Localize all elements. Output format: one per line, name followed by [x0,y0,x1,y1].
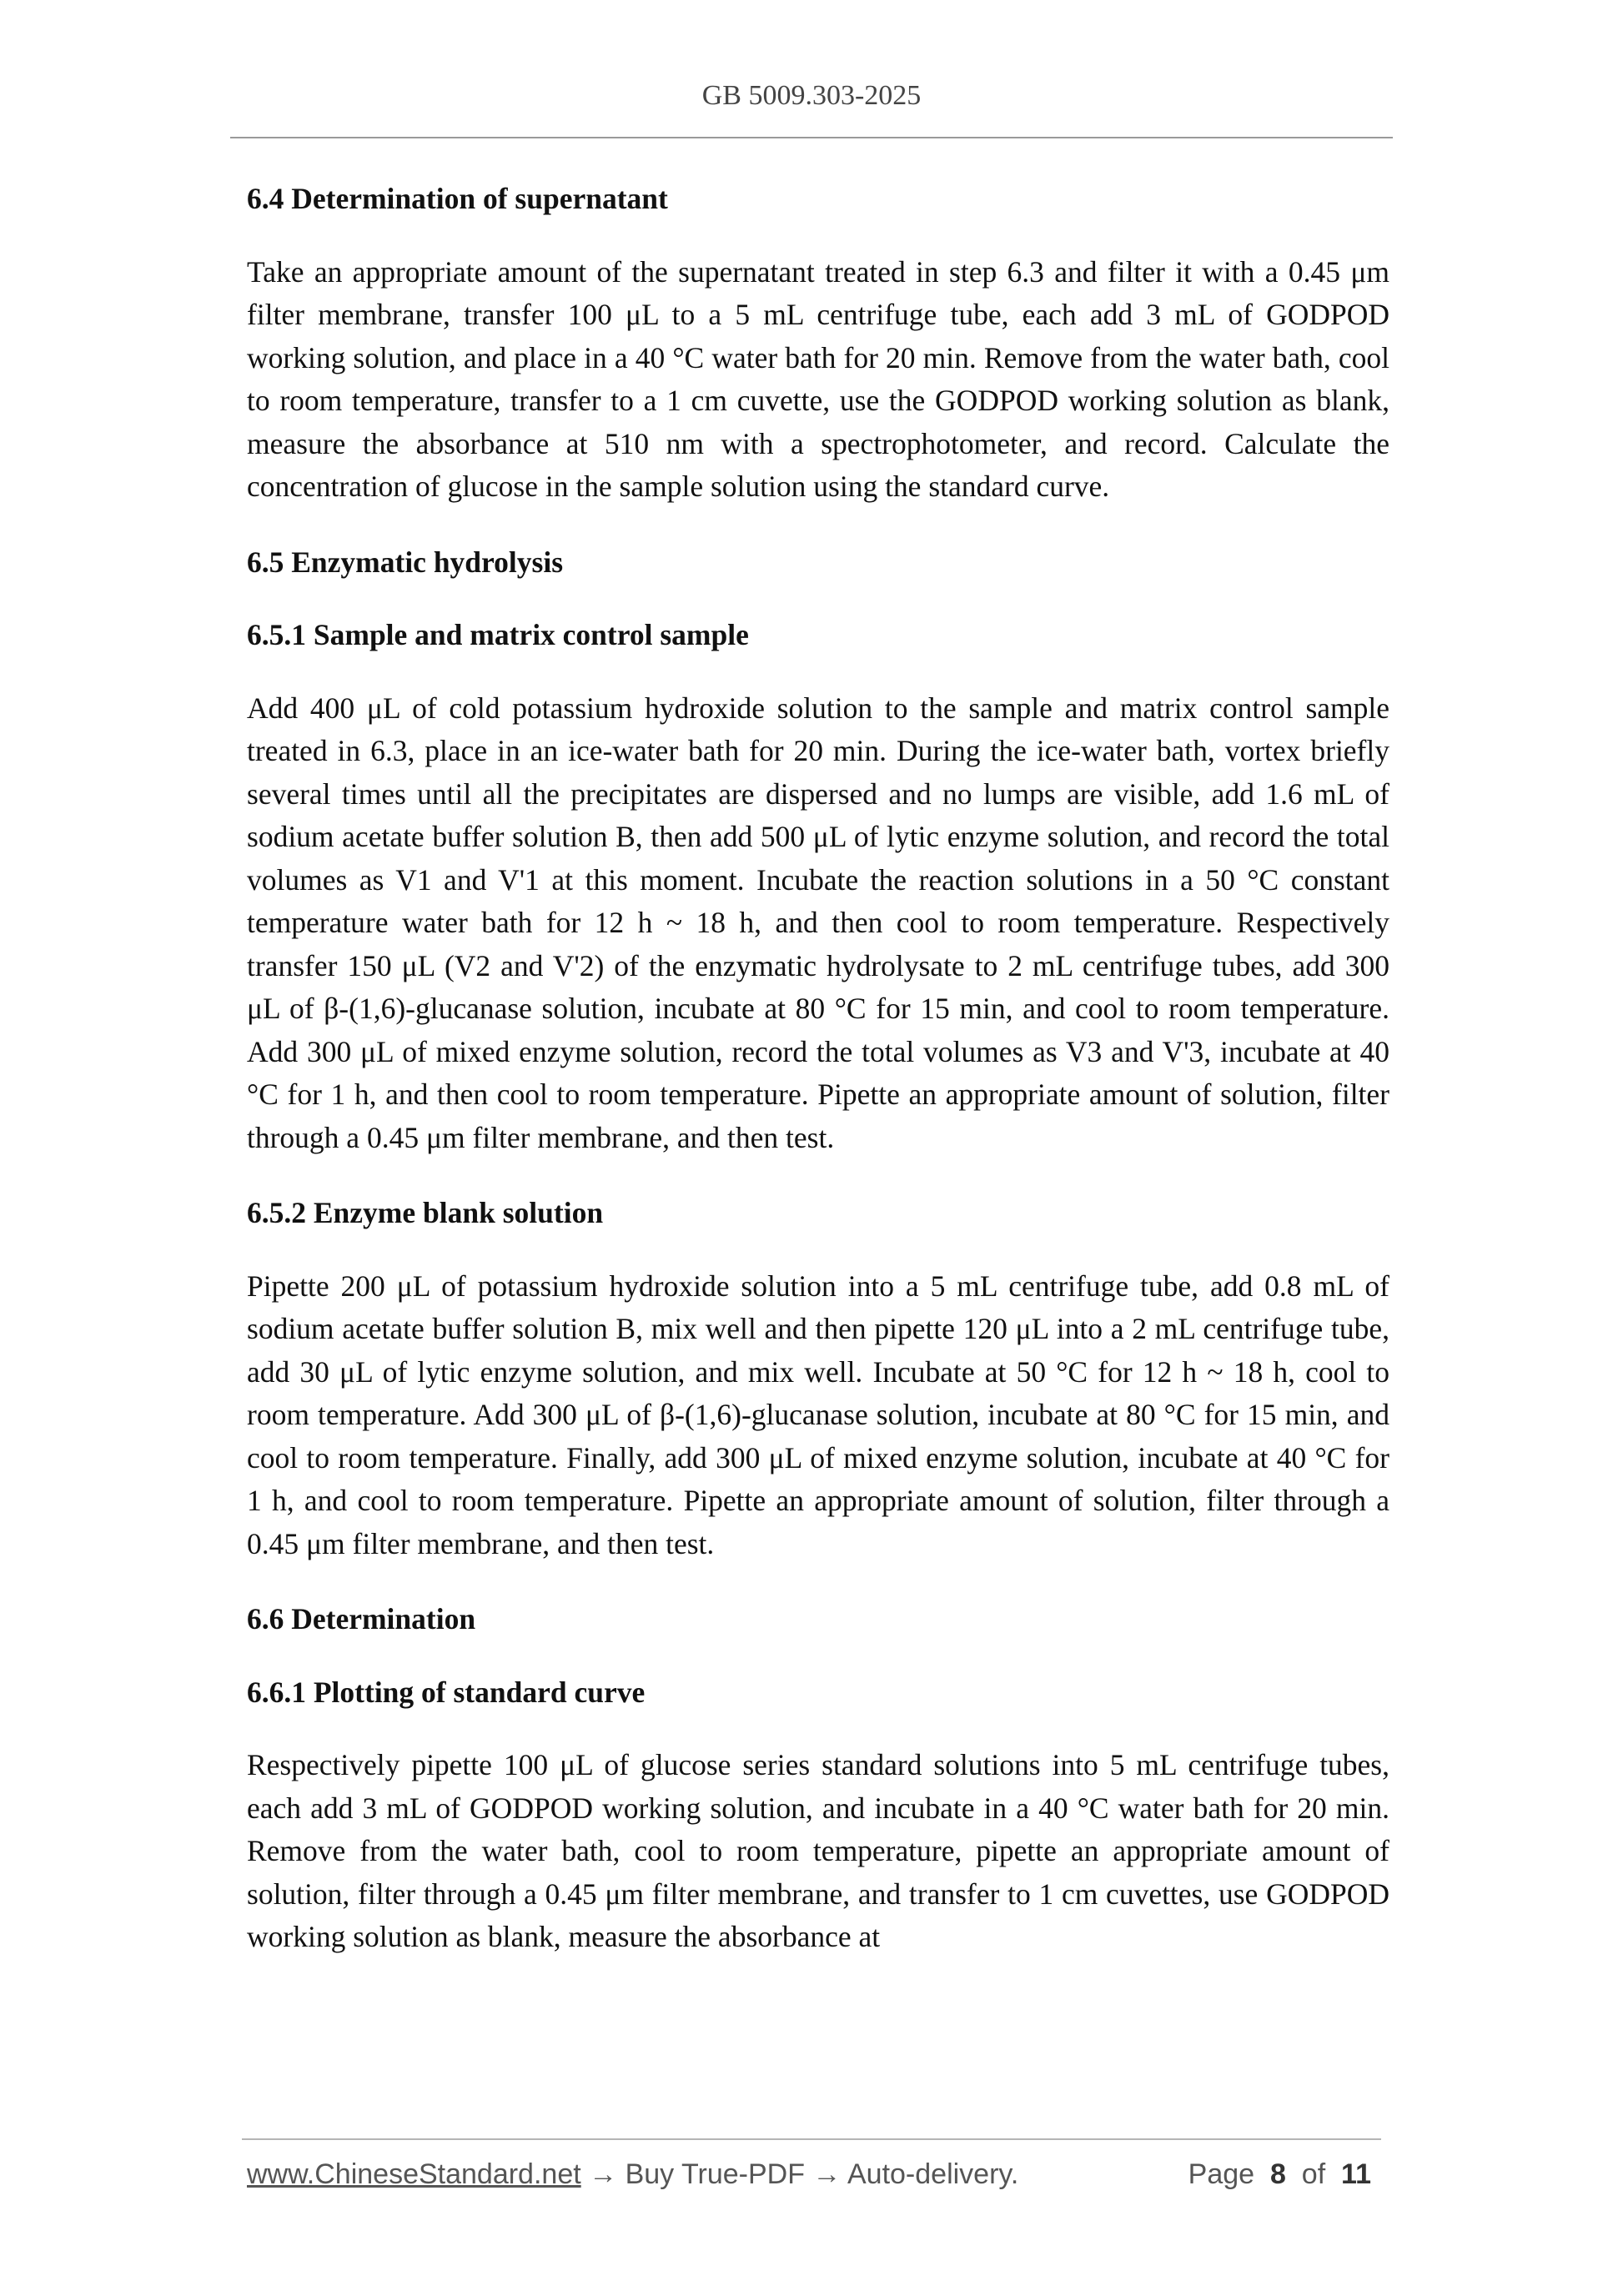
footer-divider [242,2138,1381,2140]
section-heading-6-6: 6.6 Determination [247,1602,476,1635]
header-divider [230,137,1393,138]
section-heading-6-5-1: 6.5.1 Sample and matrix control sample [247,618,749,651]
page-header: GB 5009.303-2025 [701,80,922,111]
section-paragraph-6-6-1: Respectively pipette 100 μL of glucose series standard solutions into 5 mL centrifuge tubes, each add 3 mL of GODPOD working solution, and incubate in a 40 °C water bath for 20 min. Remove from the water bath, cool to room temperature, pipette an appropriate amount of solution, filter through a 0.45 μm filter membrane, and transfer to 1 cm cuvettes, use GODPOD working solution as blank, measure the absorbance at [247,1748,1389,1953]
footer-promo-text: → Buy True-PDF → Auto-delivery. [580,2158,1019,2190]
section-heading-6-6-1: 6.6.1 Plotting of standard curve [247,1675,646,1709]
section-paragraph-6-5-2: Pipette 200 μL of potassium hydroxide solution into a 5 mL centrifuge tube, add 0.8 mL of sodium acetate buffer solution B, mix well and then pipette 120 μL into a 2 mL centrifuge tube, add 30 μL of lytic enzyme solution, and mix well. Incubate at 50 °C for 12 h ~ 18 h, cool to room temperature. Add 300 μL of β-(1,6)-glucanase solution, incubate at 80 °C for 15 min, and cool to room temperature. Finally, add 300 μL of mixed enzyme solution, incubate at 40 °C for 1 h, and cool to room temperature. Pipette an appropriate amount of solution, filter through a 0.45 μm filter membrane, and then test. [247,1269,1389,1560]
page-content [247,171,1389,1992]
section-paragraph-6-5-1: Add 400 μL of cold potassium hydroxide solution to the sample and matrix control sample treated in 6.3, place in an ice-water bath for 20 min. During the ice-water bath, vortex briefly several times until all the precipitates are dispersed and no lumps are visible, add 1.6 mL of sodium acetate buffer solution B, then add 500 μL of lytic enzyme solution, and record the total volumes as V1 and V'1 at this moment. Incubate the reaction solutions in a 50 °C constant temperature water bath for 12 h ~ 18 h, and then cool to room temperature. Respectively transfer 150 μL (V2 and V'2) of the enzymatic hydrolysate to 2 mL centrifuge tubes, add 300 μL of β-(1,6)-glucanase solution, incubate at 80 °C for 15 min, and cool to room temperature. Add 300 μL of mixed enzyme solution, record the total volumes as V3 and V'3, incubate at 40 °C for 1 h, and then cool to room temperature. Pipette an appropriate amount of solution, filter through a 0.45 μm filter membrane, and then test. [247,691,1389,1154]
of-word: of [1301,2158,1326,2190]
page-word: Page [1188,2158,1255,2190]
page-footer [247,2158,1381,2198]
section-paragraph-6-4: Take an appropriate amount of the supernatant treated in step 6.3 and filter it with a 0.45 μm filter membrane, transfer 100 μL to a 5 mL centrifuge tube, each add 3 mL of GODPOD working solution, and place in a 40 °C water bath for 20 min. Remove from the water bath, cool to room temperature, transfer to a 1 cm cuvette, use the GODPOD working solution as blank, measure the absorbance at 510 nm with a spectrophotometer, and record. Calculate the concentration of glucose in the sample solution using the standard curve. [247,254,1389,503]
section-heading-6-5: 6.5 Enzymatic hydrolysis [247,545,564,579]
current-page-number: 8 [1269,2158,1286,2190]
section-heading-6-4: 6.4 Determination of supernatant [247,182,668,215]
section-heading-6-5-2: 6.5.2 Enzyme blank solution [247,1196,604,1229]
total-pages-number: 11 [1341,2158,1371,2190]
website-link[interactable]: www.ChineseStandard.net [247,2158,581,2190]
footer-promo [247,2158,1018,2191]
page-indicator [1188,2158,1371,2191]
